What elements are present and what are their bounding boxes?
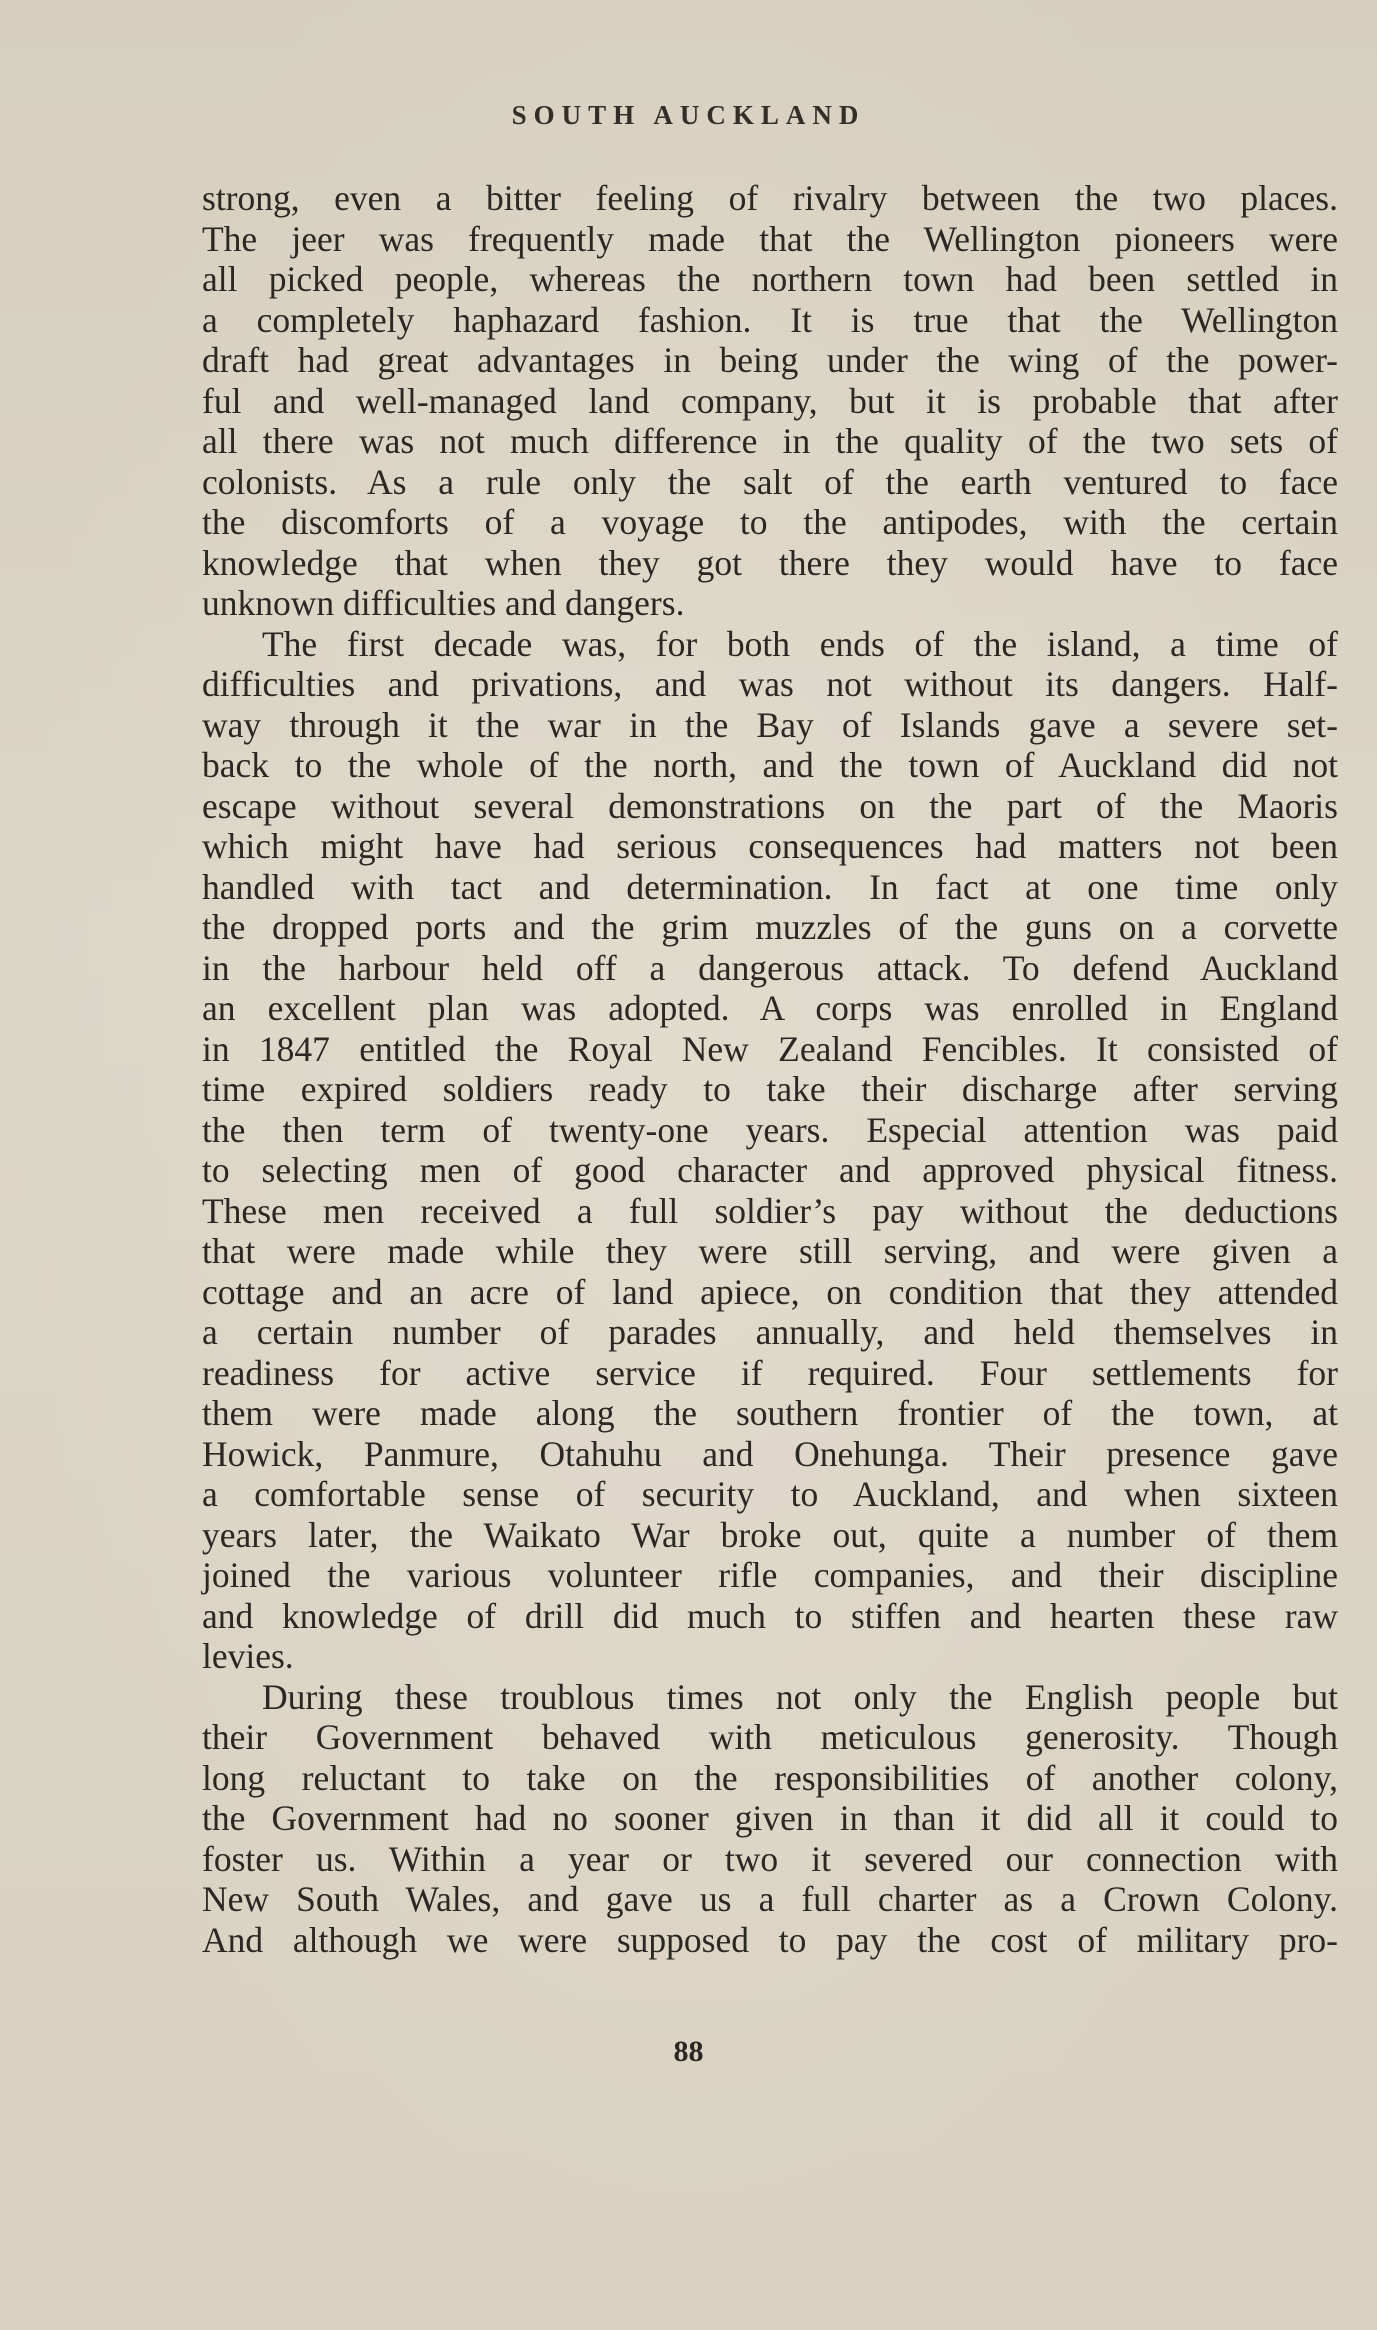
paragraph-2 — [202, 624, 1338, 1677]
text-line: in 1847 entitled the Royal New Zealand Fencibles. It consisted of — [202, 1028, 1338, 1069]
text-line: time expired soldiers ready to take their discharge after serving — [202, 1069, 1338, 1109]
text-line: draft had great advantages in being under the wing of the power- — [202, 340, 1338, 380]
text-line: long reluctant to take on the responsibilities of another colony, — [202, 1757, 1338, 1798]
text-line: and knowledge of drill did much to stiffen and hearten these raw — [202, 1595, 1338, 1636]
text-line: to selecting men of good character and approved physical fitness. — [202, 1150, 1338, 1190]
text-line: a completely haphazard fashion. It is true that the Wellington — [202, 299, 1338, 340]
text-line: way through it the war in the Bay of Islands gave a severe set- — [202, 704, 1338, 745]
text-line: the Government had no sooner given in than it did all it could to — [202, 1798, 1338, 1838]
text-line: New South Wales, and gave us a full charter as a Crown Colony. — [202, 1879, 1338, 1919]
text-line: Howick, Panmure, Otahuhu and Onehunga. Their presence gave — [202, 1433, 1338, 1474]
running-head: SOUTH AUCKLAND — [511, 100, 866, 130]
text-line: years later, the Waikato War broke out, quite a number of them — [202, 1514, 1338, 1555]
text-line: cottage and an acre of land apiece, on condition that they attended — [202, 1271, 1338, 1312]
text-line: handled with tact and determination. In fact at one time only — [202, 866, 1338, 907]
text-line: the dropped ports and the grim muzzles of the guns on a corvette — [202, 907, 1338, 947]
text-line: readiness for active service if required. Four settlements for — [202, 1352, 1338, 1393]
body-text — [202, 178, 1338, 1960]
text-line: And although we were supposed to pay the cost of military pro- — [202, 1919, 1338, 1960]
text-line: During these troublous times not only the English people but — [262, 1676, 1338, 1717]
text-line: These men received a full soldier’s pay without the deductions — [202, 1190, 1338, 1231]
text-line: The first decade was, for both ends of the island, a time of — [262, 623, 1338, 664]
paragraph-1 — [202, 178, 1338, 624]
text-line: colonists. As a rule only the salt of the earth ventured to face — [202, 461, 1338, 502]
text-line: difficulties and privations, and was not without its dangers. Half- — [202, 664, 1338, 704]
text-line: which might have had serious consequences had matters not been — [202, 826, 1338, 866]
text-line: The jeer was frequently made that the Wellington pioneers were — [202, 218, 1338, 259]
text-line: back to the whole of the north, and the town of Auckland did not — [202, 745, 1338, 785]
text-line: unknown difficulties and dangers. — [202, 583, 685, 623]
text-line: that were made while they were still serving, and were given a — [202, 1231, 1338, 1271]
text-line: ful and well-managed land company, but it is probable that after — [202, 380, 1338, 421]
text-line: an excellent plan was adopted. A corps was enrolled in England — [202, 988, 1338, 1028]
text-line: joined the various volunteer rifle companies, and their discipline — [202, 1555, 1338, 1595]
text-line: their Government behaved with meticulous generosity. Though — [202, 1717, 1338, 1757]
text-line: a certain number of parades annually, and held themselves in — [202, 1312, 1338, 1352]
text-line: strong, even a bitter feeling of rivalry between the two places. — [202, 178, 1338, 218]
text-line: a comfortable sense of security to Auckland, and when sixteen — [202, 1474, 1338, 1514]
text-line: the then term of twenty-one years. Especial attention was paid — [202, 1109, 1338, 1150]
text-line: knowledge that when they got there they would have to face — [202, 542, 1338, 583]
page-number: 88 — [673, 2035, 704, 2068]
text-line: escape without several demonstrations on the part of the Maoris — [202, 785, 1338, 826]
text-line: them were made along the southern frontier of the town, at — [202, 1393, 1338, 1433]
text-line: all picked people, whereas the northern town had been settled in — [202, 259, 1338, 299]
text-line: all there was not much difference in the quality of the two sets of — [202, 421, 1338, 461]
text-line: foster us. Within a year or two it severed our connection with — [202, 1838, 1338, 1879]
text-line: in the harbour held off a dangerous attack. To defend Auckland — [202, 947, 1338, 988]
text-line: the discomforts of a voyage to the antipodes, with the certain — [202, 502, 1338, 542]
paragraph-3 — [202, 1677, 1338, 1961]
text-line: levies. — [202, 1636, 294, 1676]
